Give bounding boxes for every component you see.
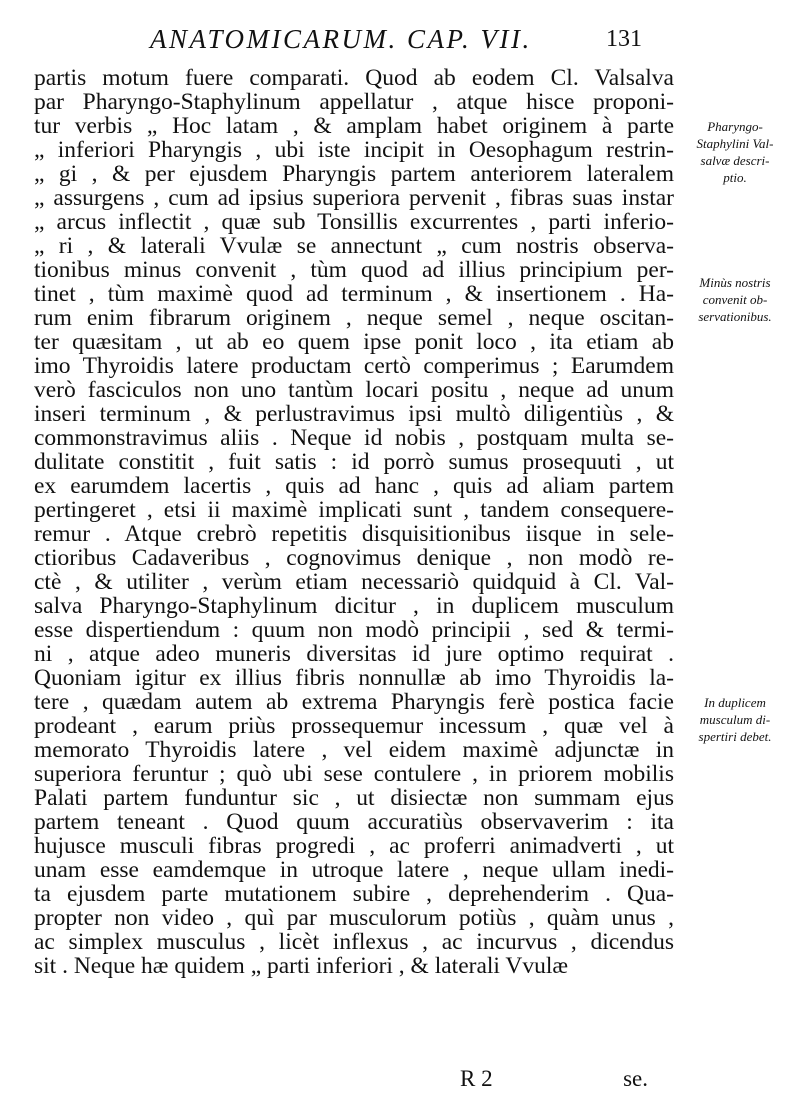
main-text-block: [34, 66, 674, 978]
text-line: Quoniam igitur ex illius fibris nonnullæ ab imo Thyroidis la-: [34, 665, 674, 691]
text-line: hujusce musculi fibras progredi , ac proferri animadverti , ut: [34, 833, 674, 859]
margin-note-line: Minùs nostris: [699, 275, 771, 290]
margin-note-line: convenit ob-: [702, 292, 768, 307]
text-line: ex earumdem lacertis , quis ad hanc , quis ad aliam partem: [34, 473, 674, 499]
text-line: prodeant , earum priùs prossequemur incessum , quæ vel à: [34, 713, 674, 739]
text-line: esse dispertiendum : quum non modò principii , sed & termi-: [34, 617, 674, 643]
catchword: se.: [623, 1066, 648, 1091]
text-line: „ arcus inflectit , quæ sub Tonsillis excurrentes , parti inferio-: [34, 209, 674, 235]
text-line: rum enim fibrarum originem , neque semel , neque oscitan-: [34, 305, 674, 331]
page-header: [150, 24, 670, 60]
text-line: sit . Neque hæ quidem „ parti inferiori , & laterali Vvulæ: [34, 953, 569, 979]
text-line: „ gi , & per ejusdem Pharyngis partem anteriorem lateralem: [34, 161, 674, 187]
text-line: dulitate constitit , fuit satis : id porrò sumus prosequuti , ut: [34, 449, 674, 475]
text-line: unam esse eamdemque in utroque latere , neque ullam inedi-: [34, 857, 674, 883]
text-line: ac simplex musculus , licèt inflexus , ac incurvus , dicendus: [34, 929, 674, 955]
text-line: par Pharyngo-Staphylinum appellatur , atque hisce proponi-: [34, 89, 674, 115]
margin-note-line: Staphylini Val-: [696, 136, 774, 151]
margin-note-line: musculum di-: [699, 712, 771, 727]
text-line: propter non video , quì par musculorum potiùs , quàm unus ,: [34, 905, 674, 931]
margin-note-line: Pharyngo-: [707, 119, 763, 134]
margin-note-line: spertiri debet.: [698, 729, 772, 744]
text-line: tere , quædam autem ab extrema Pharyngis ferè postica facie: [34, 689, 674, 715]
text-line: verò fasciculos non uno tantùm locari positu , neque ad unum: [34, 377, 674, 403]
margin-note: [682, 118, 788, 186]
page-footer: [34, 1066, 674, 1096]
text-line: memorato Thyroidis latere , vel eidem maximè adjunctæ in: [34, 737, 674, 763]
margin-note: [682, 694, 788, 745]
text-line: ctè , & utiliter , verùm etiam necessariò quidquid à Cl. Val-: [34, 569, 674, 595]
text-line: remur . Atque crebrò repetitis disquisitionibus iisque in sele-: [34, 521, 674, 547]
text-line: ctioribus Cadaveribus , cognovimus denique , non modò re-: [34, 545, 674, 571]
text-line: partem teneant . Quod quum accuratiùs observaverim : ita: [34, 809, 674, 835]
text-line: „ inferiori Pharyngis , ubi iste incipit in Oesophagum restrin-: [34, 137, 674, 163]
text-line: ni , atque adeo muneris diversitas id jure optimo requirat .: [34, 641, 674, 667]
text-line: tinet , tùm maximè quod ad terminum , & insertionem . Ha-: [34, 281, 674, 307]
text-line: „ assurgens , cum ad ipsius superiora pervenit , fibras suas instar: [34, 185, 674, 211]
text-line: pertingeret , etsi ii maximè implicati sunt , tandem consequere-: [34, 497, 674, 523]
text-line: imo Thyroidis latere productam certò comperimus ; Earumdem: [34, 353, 674, 379]
text-line: inseri terminum , & perlustravimus ipsi multò diligentiùs , &: [34, 401, 674, 427]
margin-note-line: salvæ descri-: [700, 153, 770, 168]
text-line: tur verbis „ Hoc latam , & amplam habet originem à parte: [34, 113, 674, 139]
text-line: ta ejusdem parte mutationem subire , deprehenderim . Qua-: [34, 881, 674, 907]
text-line: „ ri , & laterali Vvulæ se annectunt „ cum nostris observa-: [34, 233, 674, 259]
page-number: 131: [606, 26, 642, 52]
text-line: ter quæsitam , ut ab eo quem ipse ponit loco , ita etiam ab: [34, 329, 674, 355]
signature-mark: R 2: [460, 1066, 493, 1091]
text-line: Palati partem funduntur sic , ut disiectæ non summam ejus: [34, 785, 674, 811]
text-line: tionibus minus convenit , tùm quod ad illius principium per-: [34, 257, 674, 283]
text-line: salva Pharyngo-Staphylinum dicitur , in duplicem musculum: [34, 593, 674, 619]
running-head: ANATOMICARUM. CAP. VII.: [150, 24, 532, 54]
text-line: commonstravimus aliis . Neque id nobis , postquam multa se-: [34, 425, 674, 451]
text-line: partis motum fuere comparati. Quod ab eodem Cl. Valsalva: [34, 65, 674, 91]
margin-note-line: In duplicem: [704, 695, 766, 710]
margin-note: [682, 274, 788, 325]
margin-note-line: ptio.: [723, 170, 747, 185]
text-line: superiora feruntur ; quò ubi sese contulere , in priorem mobilis: [34, 761, 674, 787]
margin-note-line: servationibus.: [698, 309, 772, 324]
